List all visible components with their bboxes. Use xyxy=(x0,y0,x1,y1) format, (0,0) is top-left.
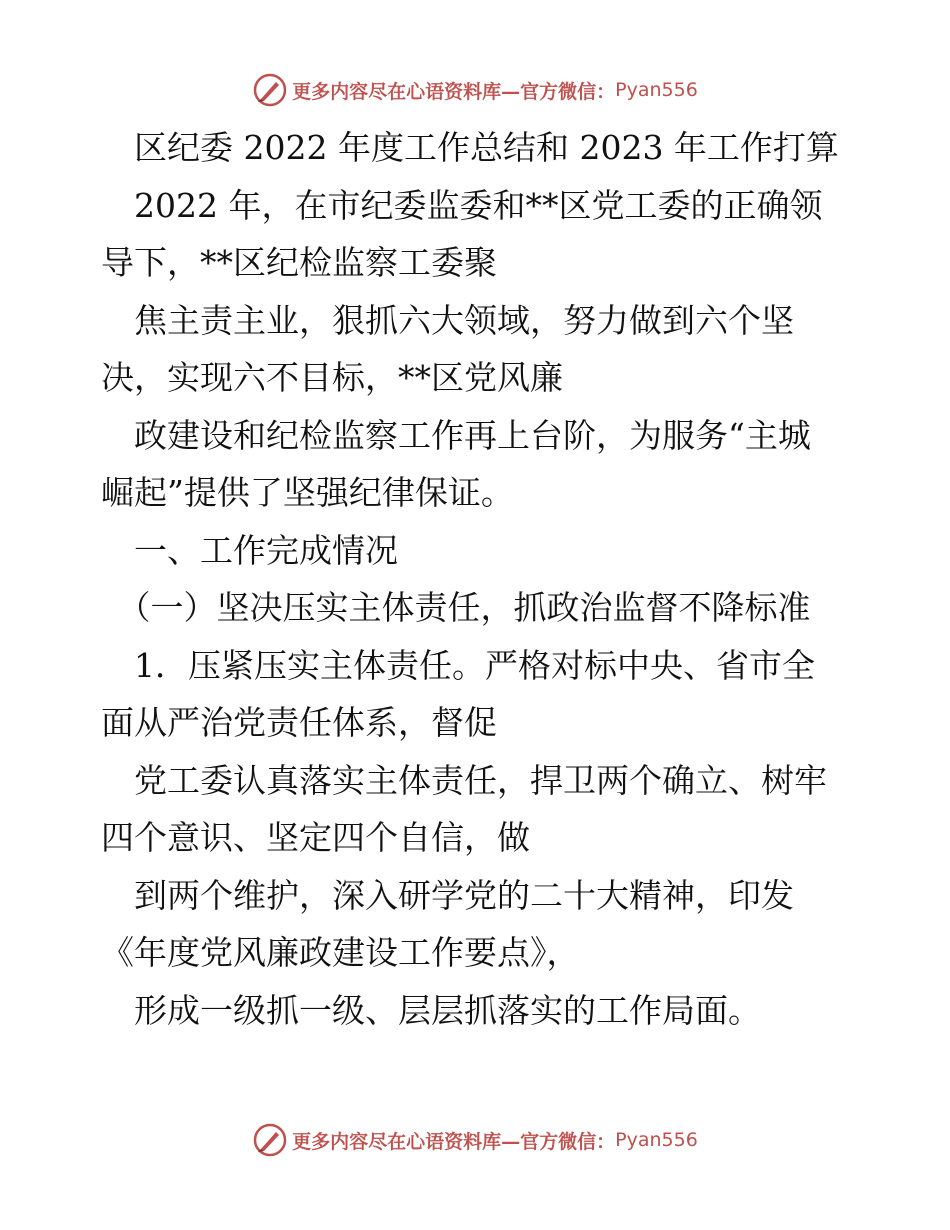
text-line: 四个意识、坚定四个自信，做 xyxy=(101,818,530,857)
banner-contact: Pyan556 xyxy=(615,1129,698,1151)
text-line: 焦主责主业，狠抓六大领域，努力做到六个坚 xyxy=(101,301,794,340)
text-line: 党工委认真落实主体责任，捍卫两个确立、树牢 xyxy=(101,761,827,800)
text-line: 政建设和纪检监察工作再上台阶，为服务“主城 xyxy=(101,416,811,455)
text-line: 决，实现六不目标，**区党风廉 xyxy=(101,358,563,397)
section-heading: 一、工作完成情况 xyxy=(101,531,398,570)
header-banner xyxy=(0,70,950,110)
text-line: 2022 年，在市纪委监委和**区党工委的正确领 xyxy=(101,186,823,225)
pen-circle-logo-icon xyxy=(252,1122,288,1158)
text-line: 形成一级抓一级、层层抓落实的工作局面。 xyxy=(101,991,761,1030)
text-line: 崛起”提供了坚强纪律保证。 xyxy=(101,473,514,512)
pen-circle-logo-icon xyxy=(252,72,288,108)
banner-contact: Pyan556 xyxy=(615,79,698,101)
footer-banner xyxy=(0,1120,950,1160)
text-line: 到两个维护，深入研学党的二十大精神，印发 xyxy=(101,876,794,915)
text-line: 导下，**区纪检监察工委聚 xyxy=(101,243,497,282)
document-title: 区纪委 2022 年度工作总结和 2023 年工作打算 xyxy=(101,128,839,167)
banner-text: 更多内容尽在心语资料库—官方微信： xyxy=(292,80,616,103)
subsection-heading: （一）坚决压实主体责任，抓政治监督不降标准 xyxy=(101,588,811,627)
text-line: 《年度党风廉政建设工作要点》， xyxy=(101,933,580,972)
text-line: 1．压紧压实主体责任。严格对标中央、省市全 xyxy=(101,646,815,685)
banner-text: 更多内容尽在心语资料库—官方微信： xyxy=(292,1130,616,1153)
text-line: 面从严治党责任体系，督促 xyxy=(101,703,497,742)
